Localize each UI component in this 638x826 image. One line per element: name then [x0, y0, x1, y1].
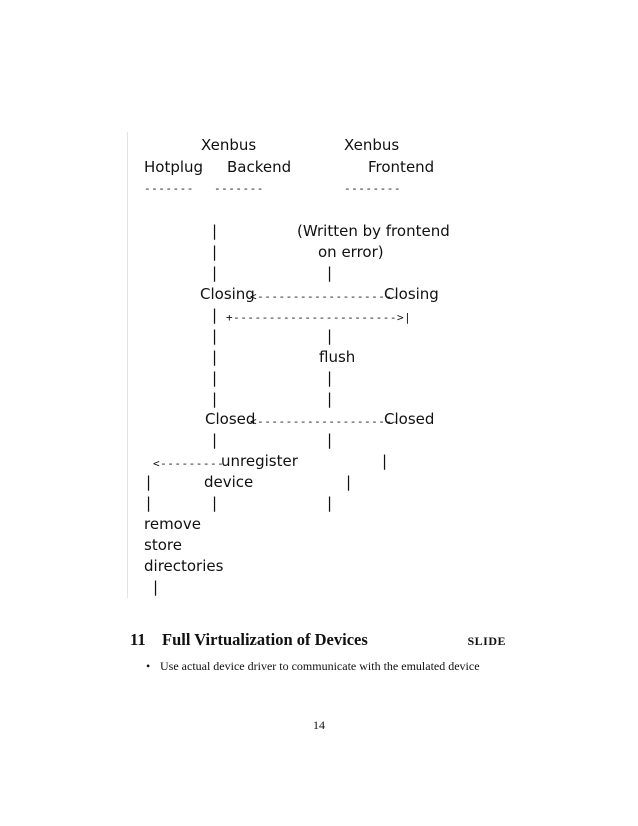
diagram-line: |	[327, 369, 333, 387]
diagram-line: |	[382, 452, 388, 470]
diagram-line: Closed	[205, 410, 256, 428]
diagram-line: Closing	[384, 285, 439, 303]
diagram-line: Closed	[384, 410, 435, 428]
diagram-line: |	[327, 390, 333, 408]
diagram-line: <--------------------	[250, 290, 400, 303]
diagram-line: |	[212, 222, 218, 240]
diagram-line: |	[212, 327, 218, 345]
diagram-line: |	[212, 431, 218, 449]
section-title: Full Virtualization of Devices	[162, 630, 368, 649]
diagram-line: |	[146, 494, 152, 512]
diagram-line: Hotplug	[144, 158, 204, 176]
section-tag: slide	[467, 630, 506, 649]
diagram-line: Backend	[227, 158, 292, 176]
diagram-line: Frontend	[368, 158, 435, 176]
diagram-line: store	[144, 536, 182, 554]
diagram-line: (Written by frontend	[297, 222, 450, 240]
diagram-line: |	[327, 431, 333, 449]
diagram-line: flush	[319, 348, 356, 366]
diagram-line: <---------	[153, 457, 225, 470]
diagram-line: Xenbus	[201, 136, 257, 154]
diagram-line: |	[327, 494, 333, 512]
diagram-line: |	[346, 473, 352, 491]
diagram-line: |	[212, 390, 218, 408]
diagram-line: device	[204, 473, 254, 491]
diagram-line: remove	[144, 515, 201, 533]
diagram-line: |	[327, 327, 333, 345]
diagram-line: |	[153, 578, 159, 596]
diagram-line: |	[146, 473, 152, 491]
diagram-line: |	[212, 243, 218, 261]
diagram-line: unregister	[221, 452, 298, 470]
diagram-line: -------	[214, 182, 264, 195]
diagram-line: on error)	[318, 243, 384, 261]
diagram-line: Xenbus	[344, 136, 400, 154]
diagram-line: Closing	[200, 285, 255, 303]
diagram-line: |	[212, 369, 218, 387]
diagram-code-block	[127, 132, 508, 598]
diagram-line: |	[212, 264, 218, 282]
diagram-line: --------	[344, 182, 401, 195]
diagram-line: |	[212, 494, 218, 512]
bullet-icon: •	[146, 659, 151, 673]
diagram-line: -------	[144, 182, 194, 195]
section-number: 11	[130, 630, 146, 649]
diagram-line: |	[327, 264, 333, 282]
diagram-line: +----------------------->|	[226, 311, 412, 324]
bullet-text: Use actual device driver to communicate with the emulated device	[160, 659, 480, 673]
diagram-line: |	[212, 348, 218, 366]
diagram-line: |	[212, 306, 218, 324]
diagram-line: <--------------------	[250, 415, 400, 428]
page-number: 14	[313, 718, 325, 732]
diagram-line: directories	[144, 557, 224, 575]
